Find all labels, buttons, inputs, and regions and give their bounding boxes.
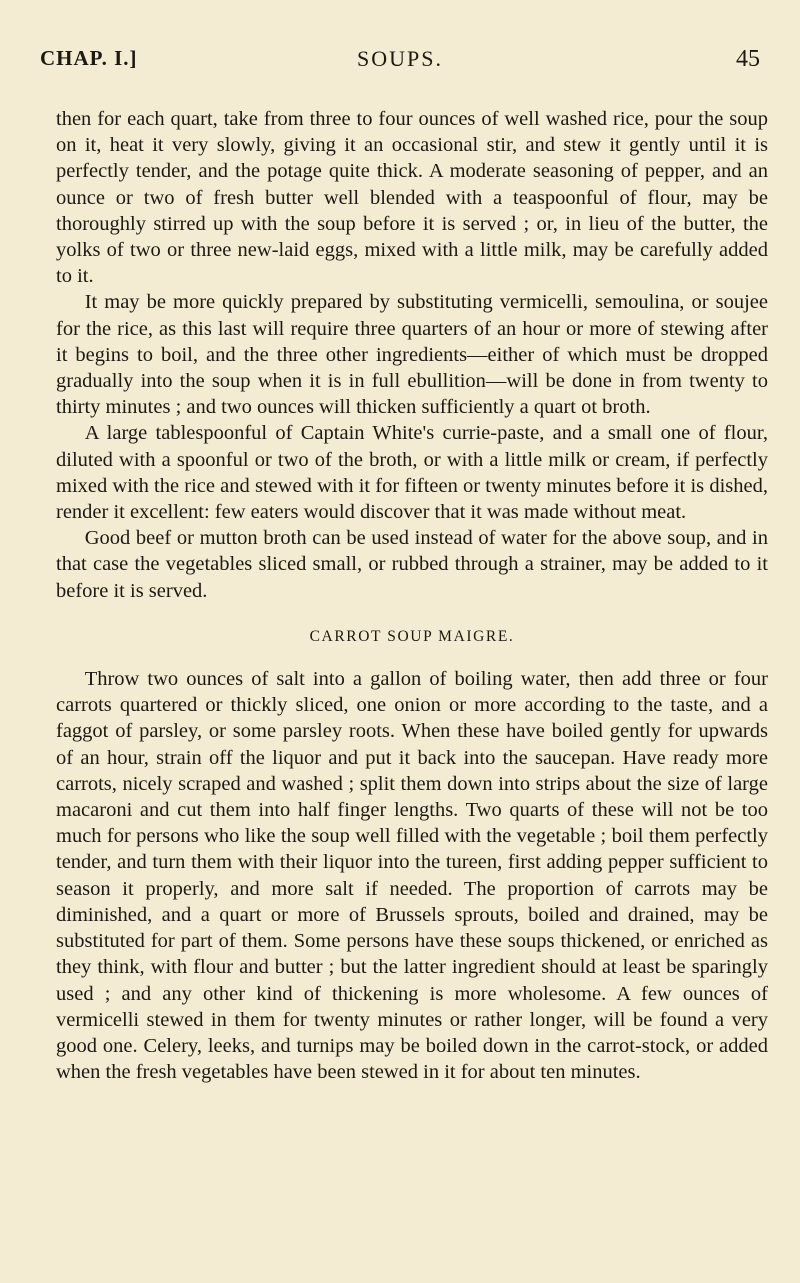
section-heading: CARROT SOUP MAIGRE. — [309, 627, 515, 645]
page-number: 45 — [736, 46, 760, 72]
paragraph: then for each quart, take from three to four ounces of well washed rice, pour the soup on it, heat it very slowly, giving it an occasional stir, and stew it gently until it is perfectly tender, and the potage quite thick. A moderate seasoning of pepper, and an ounce or two of fresh butter well blended with a teaspoonful of flour, may be thoroughly stirred up with the soup before it is served ; or, in lieu of the butter, the yolks of two or three new-laid eggs, mixed with a little milk, may be carefully added to it. — [56, 108, 768, 288]
paragraph: It may be more quickly prepared by substituting vermicelli, semoulina, or soujee for the rice, as this last will require three quarters of an hour or more of stewing after it begins to boil, and the three other ingredients—either of which must be dropped gradually into the soup when it is in full ebullition—will be done in from twenty to thirty minutes ; and two ounces will thicken sufficiently a quart ot broth. — [56, 291, 768, 419]
paragraph: Good beef or mutton broth can be used instead of water for the above soup, and in that case the vegetables sliced small, or rubbed through a strainer, may be added to it before it is served. — [56, 527, 768, 602]
paragraph: Throw two ounces of salt into a gallon of boiling water, then add three or four carrots quartered or thickly sliced, one onion or more according to the taste, and a faggot of parsley, or some parsley roots. When these have boiled gently for upwards of an hour, strain off the liquor and put it back into the saucepan. Have ready more carrots, nicely scraped and washed ; split them down into strips about the size of large macaroni and cut them into half finger lengths. Two quarts of these will not be too much for persons who like the soup well filled with the vegetable ; boil them perfectly tender, and turn them with their liquor into the tureen, first adding pepper sufficient to season it properly, and more salt if needed. The proportion of carrots may be diminished, and a quart or more of Brussels sprouts, boiled and drained, may be substituted for part of them. Some persons have these soups thickened, or enriched as they think, with flour and butter ; but the latter ingredient should at least be sparingly used ; and any other kind of thickening is more wholesome. A few ounces of vermicelli stewed in them for twenty minutes or rather longer, will be found a very good one. Celery, leeks, and turnips may be boiled down in the carrot-stock, or added when the fresh vegetables have been stewed in it for about ten minutes. — [56, 668, 768, 1084]
chapter-label: CHAP. I.] — [40, 46, 138, 70]
page-body — [56, 106, 768, 1085]
paragraph: A large tablespoonful of Captain White's currie-paste, and a small one of flour, diluted with a spoonful or two of the broth, or with a little milk or cream, if perfectly mixed with the rice and stewed with it for fifteen or twenty minutes before it is dished, render it excellent: few eaters would discover that it was made without meat. — [56, 422, 768, 524]
running-header — [40, 46, 760, 86]
running-title: SOUPS. — [357, 46, 443, 71]
